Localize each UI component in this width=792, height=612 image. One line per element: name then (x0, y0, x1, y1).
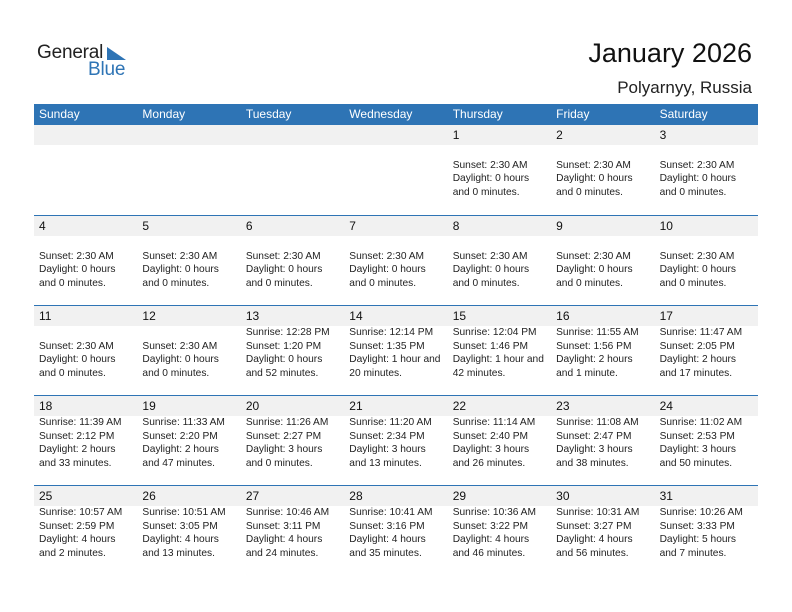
day-cell (448, 486, 551, 575)
daylight-text-cont: and 0 minutes. (659, 186, 727, 198)
day-cell (241, 396, 344, 485)
daylight-text: Daylight: 0 hours (452, 264, 530, 276)
day-cell (241, 216, 344, 305)
day-number: 25 (39, 489, 53, 503)
daylight-text: Daylight: 0 hours (556, 173, 633, 185)
daylight-text: Daylight: 0 hours (452, 173, 530, 185)
sun-info (556, 145, 654, 199)
daylight-text: Daylight: 4 hours (245, 534, 323, 546)
sunrise-text (453, 236, 551, 250)
day-number: 11 (39, 309, 52, 323)
daylight-text-cont: and 0 minutes. (142, 367, 210, 379)
daylight-text: Daylight: 4 hours (349, 534, 426, 546)
sun-info (246, 506, 344, 560)
week-row (34, 125, 758, 215)
daylight-text-cont: and 0 minutes. (245, 277, 313, 289)
day-number: 26 (142, 489, 156, 503)
day-number: 19 (142, 399, 156, 413)
sun-info (660, 506, 758, 560)
sunrise-text: Sunrise: 11:14 AM (452, 417, 536, 428)
sun-info (39, 416, 137, 470)
sunset-text: Sunset: 2:20 PM (142, 430, 218, 442)
sunset-text: Sunset: 2:53 PM (659, 430, 735, 442)
day-cell (241, 486, 344, 575)
sun-info (39, 506, 137, 560)
week-row (34, 215, 758, 305)
day-cell (448, 216, 551, 305)
sun-info (556, 416, 654, 470)
sunrise-text: Sunrise: 11:26 AM (245, 417, 329, 428)
day-number: 7 (349, 219, 356, 233)
day-cell (137, 486, 240, 575)
sunrise-text: Sunrise: 10:36 AM (452, 507, 536, 518)
daylight-text: Daylight: 0 hours (659, 264, 737, 276)
daylight-text-cont: and 13 minutes. (142, 547, 215, 559)
sunrise-text: Sunrise: 12:14 PM (349, 327, 434, 338)
day-cell (655, 125, 758, 215)
day-number: 1 (452, 128, 460, 142)
daylight-text-cont: and 0 minutes. (39, 277, 106, 289)
sunrise-text: Sunrise: 11:55 AM (556, 327, 639, 338)
day-cell (344, 396, 447, 485)
day-cell (34, 125, 137, 215)
daylight-text: Daylight: 2 hours (659, 354, 737, 366)
daylight-text: Daylight: 0 hours (245, 264, 323, 276)
sunset-text: Sunset: 2:30 AM (659, 250, 735, 262)
sunrise-text: Sunrise: 10:46 AM (245, 507, 330, 518)
sunset-text: Sunset: 2:27 PM (245, 430, 322, 442)
sun-info (556, 326, 654, 380)
daylight-text-cont: and 0 minutes. (452, 277, 520, 289)
daylight-text-cont: and 46 minutes. (452, 547, 526, 559)
sunrise-text (246, 236, 344, 250)
sunrise-text: Sunrise: 11:39 AM (39, 417, 122, 428)
day-number: 9 (556, 219, 563, 233)
day-cell (344, 486, 447, 575)
daylight-text-cont: and 56 minutes. (556, 547, 629, 559)
day-cell (34, 216, 137, 305)
calendar-grid (34, 104, 758, 575)
day-cell (448, 125, 551, 215)
day-number: 10 (659, 219, 673, 233)
day-number: 13 (245, 309, 260, 323)
day-number: 6 (245, 219, 253, 233)
daylight-text-cont: and 0 minutes. (245, 457, 313, 469)
weekday-wednesday: Wednesday (349, 107, 413, 121)
sunset-text: Sunset: 2:30 AM (142, 340, 218, 352)
weekday-tuesday: Tuesday (245, 107, 292, 121)
week-row (34, 395, 758, 485)
logo-word-general: General (37, 42, 104, 63)
weekday-header-row (34, 104, 758, 125)
sunset-text: Sunset: 2:34 PM (349, 430, 425, 442)
sunset-text: Sunset: 2:12 PM (39, 430, 115, 442)
sunset-text: Sunset: 3:33 PM (659, 520, 735, 532)
sun-info (556, 236, 654, 290)
sunrise-text: Sunrise: 10:57 AM (39, 507, 123, 518)
day-number (39, 125, 137, 145)
day-cell (551, 306, 654, 395)
day-number: 30 (556, 489, 570, 503)
daylight-text: Daylight: 4 hours (452, 534, 530, 546)
day-cell (241, 306, 344, 395)
week-cells (34, 216, 758, 305)
sun-info (660, 416, 758, 470)
week-cells (34, 486, 758, 575)
sun-info (349, 416, 447, 470)
sunset-text: Sunset: 2:30 AM (659, 159, 735, 171)
daylight-text: Daylight: 0 hours (349, 264, 426, 276)
week-row (34, 485, 758, 575)
sunrise-text: Sunrise: 11:20 AM (349, 417, 432, 428)
daylight-text-cont: and 35 minutes. (349, 547, 422, 559)
day-number (349, 125, 447, 145)
sun-info (246, 236, 344, 290)
sun-info (660, 145, 758, 199)
sunrise-text (349, 236, 447, 250)
weekday-friday: Friday (556, 107, 590, 121)
sun-info (453, 506, 551, 560)
sun-info (453, 236, 551, 290)
sunrise-text: Sunrise: 12:04 PM (452, 327, 537, 338)
sun-info (349, 506, 447, 560)
daylight-text: Daylight: 4 hours (142, 534, 219, 546)
sunrise-text: Sunrise: 10:31 AM (556, 507, 640, 518)
daylight-text-cont: and 0 minutes. (39, 367, 106, 379)
daylight-text: Daylight: 1 hour and (349, 354, 441, 366)
daylight-text-cont: and 0 minutes. (452, 186, 520, 198)
day-cell (655, 486, 758, 575)
page-title: January 2026 (588, 38, 752, 68)
day-cell (34, 396, 137, 485)
day-number: 3 (659, 128, 667, 142)
sunrise-text (453, 145, 551, 159)
day-cell (34, 486, 137, 575)
daylight-text-cont: and 47 minutes. (142, 457, 215, 469)
daylight-text-cont: and 1 minute. (556, 367, 618, 379)
day-number: 5 (142, 219, 150, 233)
sunrise-text: Sunrise: 12:28 PM (245, 327, 330, 338)
location-subtitle: Polyarnyy, Russia (617, 78, 752, 97)
day-number: 22 (452, 399, 467, 413)
sunrise-text: Sunrise: 11:33 AM (142, 417, 225, 428)
sun-info (556, 506, 654, 560)
daylight-text: Daylight: 0 hours (142, 354, 219, 366)
daylight-text-cont: and 52 minutes. (245, 367, 319, 379)
daylight-text-cont: and 13 minutes. (349, 457, 422, 469)
day-cell (655, 396, 758, 485)
day-number (246, 125, 344, 145)
daylight-text: Daylight: 0 hours (142, 264, 219, 276)
day-cell (448, 396, 551, 485)
sun-info (142, 326, 240, 380)
weekday-thursday: Thursday (452, 107, 503, 121)
sun-info (246, 416, 344, 470)
sun-info (246, 326, 344, 380)
sunset-text: Sunset: 3:27 PM (556, 520, 632, 532)
sunrise-text: Sunrise: 10:41 AM (349, 507, 433, 518)
day-number: 15 (452, 309, 467, 323)
day-cell (344, 306, 447, 395)
day-number: 12 (142, 309, 156, 323)
sun-info (660, 326, 758, 380)
weeks-container (34, 125, 758, 575)
daylight-text: Daylight: 0 hours (39, 264, 116, 276)
daylight-text: Daylight: 4 hours (556, 534, 633, 546)
sunrise-text (556, 236, 654, 250)
day-number: 14 (349, 309, 363, 323)
week-cells (34, 306, 758, 395)
sun-info (142, 236, 240, 290)
sunset-text: Sunset: 3:11 PM (245, 520, 321, 532)
sunset-text: Sunset: 3:05 PM (142, 520, 218, 532)
sun-info (453, 145, 551, 199)
sunset-text: Sunset: 2:40 PM (452, 430, 529, 442)
daylight-text-cont: and 0 minutes. (556, 186, 623, 198)
sunrise-text (660, 145, 758, 159)
daylight-text-cont: and 24 minutes. (245, 547, 319, 559)
daylight-text: Daylight: 0 hours (659, 173, 737, 185)
day-cell (137, 125, 240, 215)
day-number: 16 (556, 309, 570, 323)
sunrise-text (39, 236, 137, 250)
day-cell (551, 216, 654, 305)
sunset-text: Sunset: 2:30 AM (39, 250, 114, 262)
sun-info (142, 416, 240, 470)
daylight-text-cont: and 0 minutes. (142, 277, 210, 289)
sun-info (453, 326, 551, 380)
day-cell (34, 306, 137, 395)
day-number: 8 (452, 219, 460, 233)
sunset-text: Sunset: 2:59 PM (39, 520, 115, 532)
day-number: 4 (39, 219, 46, 233)
sunset-text: Sunset: 1:20 PM (245, 340, 322, 352)
logo-word-blue: Blue (88, 59, 126, 80)
sunset-text: Sunset: 2:30 AM (39, 340, 114, 352)
daylight-text: Daylight: 0 hours (556, 264, 633, 276)
day-number: 23 (556, 399, 570, 413)
daylight-text-cont: and 17 minutes. (659, 367, 733, 379)
daylight-text: Daylight: 2 hours (39, 444, 116, 456)
sunset-text: Sunset: 2:05 PM (659, 340, 735, 352)
sun-info (349, 326, 447, 380)
day-cell (137, 396, 240, 485)
daylight-text: Daylight: 1 hour and (452, 354, 544, 366)
daylight-text-cont: and 38 minutes. (556, 457, 629, 469)
daylight-text: Daylight: 2 hours (556, 354, 633, 366)
daylight-text: Daylight: 2 hours (142, 444, 219, 456)
day-number: 31 (659, 489, 673, 503)
daylight-text: Daylight: 0 hours (245, 354, 323, 366)
sunrise-text: Sunrise: 10:26 AM (659, 507, 743, 518)
daylight-text-cont: and 26 minutes. (452, 457, 526, 469)
daylight-text-cont: and 50 minutes. (659, 457, 733, 469)
weekday-monday: Monday (142, 107, 186, 121)
sunrise-text: Sunrise: 11:47 AM (659, 327, 743, 338)
daylight-text: Daylight: 4 hours (39, 534, 116, 546)
daylight-text-cont: 20 minutes. (349, 367, 402, 379)
sunrise-text (556, 145, 654, 159)
daylight-text: Daylight: 0 hours (39, 354, 116, 366)
day-cell (344, 216, 447, 305)
day-cell (655, 216, 758, 305)
day-number: 27 (245, 489, 260, 503)
sunrise-text (142, 326, 240, 340)
sun-info (39, 326, 137, 380)
week-row (34, 305, 758, 395)
sun-info (453, 416, 551, 470)
daylight-text-cont: and 2 minutes. (39, 547, 106, 559)
daylight-text-cont: 42 minutes. (452, 367, 506, 379)
sunset-text: Sunset: 2:30 AM (556, 250, 631, 262)
week-cells (34, 125, 758, 215)
sun-info (349, 236, 447, 290)
day-cell (137, 216, 240, 305)
daylight-text: Daylight: 3 hours (556, 444, 633, 456)
daylight-text-cont: and 0 minutes. (556, 277, 623, 289)
day-number: 24 (659, 399, 673, 413)
day-cell (551, 125, 654, 215)
sunset-text: Sunset: 2:30 AM (142, 250, 218, 262)
sunset-text: Sunset: 2:30 AM (349, 250, 425, 262)
sunset-text: Sunset: 3:22 PM (452, 520, 529, 532)
day-number: 18 (39, 399, 53, 413)
sun-info (660, 236, 758, 290)
sunrise-text (660, 236, 758, 250)
day-number: 28 (349, 489, 363, 503)
sunset-text: Sunset: 2:30 AM (245, 250, 321, 262)
daylight-text: Daylight: 3 hours (659, 444, 737, 456)
daylight-text-cont: and 0 minutes. (349, 277, 417, 289)
daylight-text-cont: and 0 minutes. (659, 277, 727, 289)
week-cells (34, 396, 758, 485)
sunrise-text (142, 236, 240, 250)
sunset-text: Sunset: 2:30 AM (452, 250, 528, 262)
sunrise-text: Sunrise: 11:08 AM (556, 417, 639, 428)
sunset-text: Sunset: 1:46 PM (452, 340, 529, 352)
sunset-text: Sunset: 1:56 PM (556, 340, 632, 352)
daylight-text: Daylight: 3 hours (245, 444, 323, 456)
day-number (142, 125, 240, 145)
sunset-text: Sunset: 2:30 AM (556, 159, 631, 171)
day-number: 21 (349, 399, 363, 413)
weekday-saturday: Saturday (659, 107, 708, 121)
day-cell (344, 125, 447, 215)
day-cell (137, 306, 240, 395)
daylight-text: Daylight: 5 hours (659, 534, 737, 546)
daylight-text-cont: and 33 minutes. (39, 457, 112, 469)
day-cell (551, 396, 654, 485)
sun-info (39, 236, 137, 290)
sunset-text: Sunset: 2:47 PM (556, 430, 632, 442)
day-number: 2 (556, 128, 563, 142)
day-number: 20 (245, 399, 260, 413)
sun-info (142, 506, 240, 560)
day-number: 29 (452, 489, 467, 503)
daylight-text: Daylight: 3 hours (349, 444, 426, 456)
sunrise-text (39, 326, 137, 340)
day-number: 17 (659, 309, 673, 323)
day-cell (448, 306, 551, 395)
day-cell (241, 125, 344, 215)
daylight-text: Daylight: 3 hours (452, 444, 530, 456)
sunrise-text: Sunrise: 11:02 AM (659, 417, 743, 428)
logo (37, 42, 137, 82)
sunrise-text: Sunrise: 10:51 AM (142, 507, 226, 518)
sunset-text: Sunset: 3:16 PM (349, 520, 425, 532)
weekday-sunday: Sunday (39, 107, 80, 121)
day-cell (551, 486, 654, 575)
day-cell (655, 306, 758, 395)
daylight-text-cont: and 7 minutes. (659, 547, 727, 559)
sunset-text: Sunset: 1:35 PM (349, 340, 425, 352)
sunset-text: Sunset: 2:30 AM (452, 159, 528, 171)
